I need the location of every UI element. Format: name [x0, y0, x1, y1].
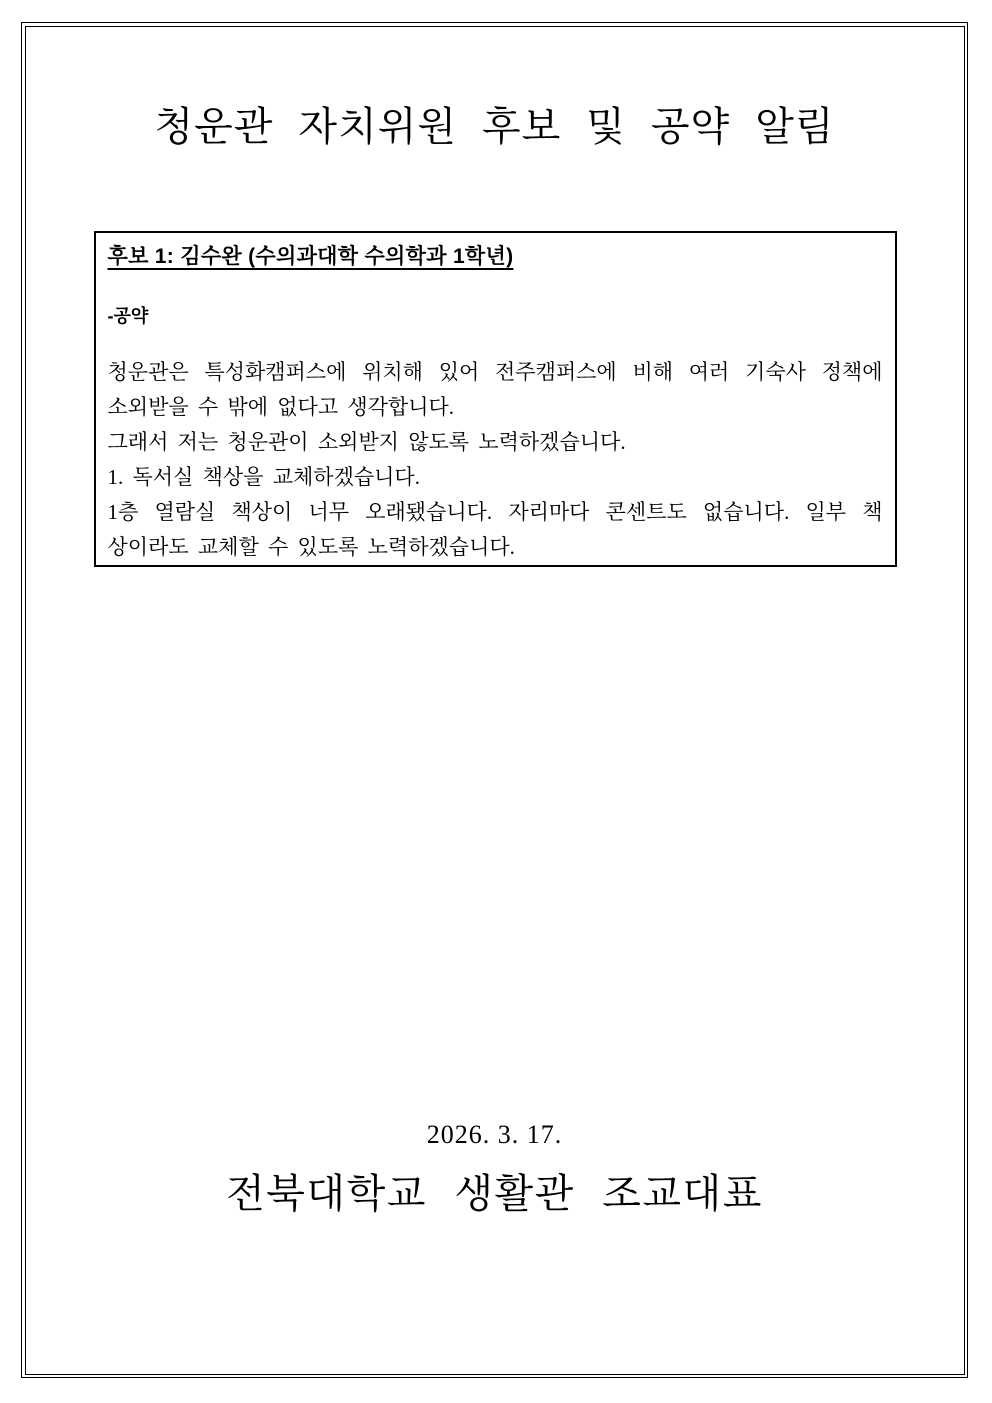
page-border-outer	[21, 22, 968, 1378]
candidate-box	[94, 231, 897, 567]
candidate-heading: 후보 1: 김수완 (수의과대학 수의학과 1학년)	[107, 244, 514, 268]
document-signature: 전북대학교 생활관 조교대표	[226, 1170, 763, 1216]
pledge-line-1: 청운관은 특성화캠퍼스에 위치해 있어 전주캠퍼스에 비해 여러 기숙사 정책에	[107, 359, 883, 384]
page-border-inner	[25, 26, 965, 1375]
document-date: 2026. 3. 17.	[426, 1119, 563, 1149]
pledge-line-5: 1층 열람실 책상이 너무 오래됐습니다. 자리마다 콘센트도 없습니다. 일부 책	[107, 499, 883, 524]
pledge-line-2: 소외받을 수 밖에 없다고 생각합니다.	[107, 394, 455, 419]
pledge-line-3: 그래서 저는 청운관이 소외받지 않도록 노력하겠습니다.	[107, 429, 626, 454]
pledge-line-6: 상이라도 교체할 수 있도록 노력하겠습니다.	[107, 534, 515, 559]
page-title: 청운관 자치위원 후보 및 공약 알림	[154, 103, 835, 149]
pledge-line-4: 1. 독서실 책상을 교체하겠습니다.	[107, 464, 420, 489]
pledge-text	[108, 355, 883, 565]
pledge-label: -공약	[107, 305, 149, 326]
